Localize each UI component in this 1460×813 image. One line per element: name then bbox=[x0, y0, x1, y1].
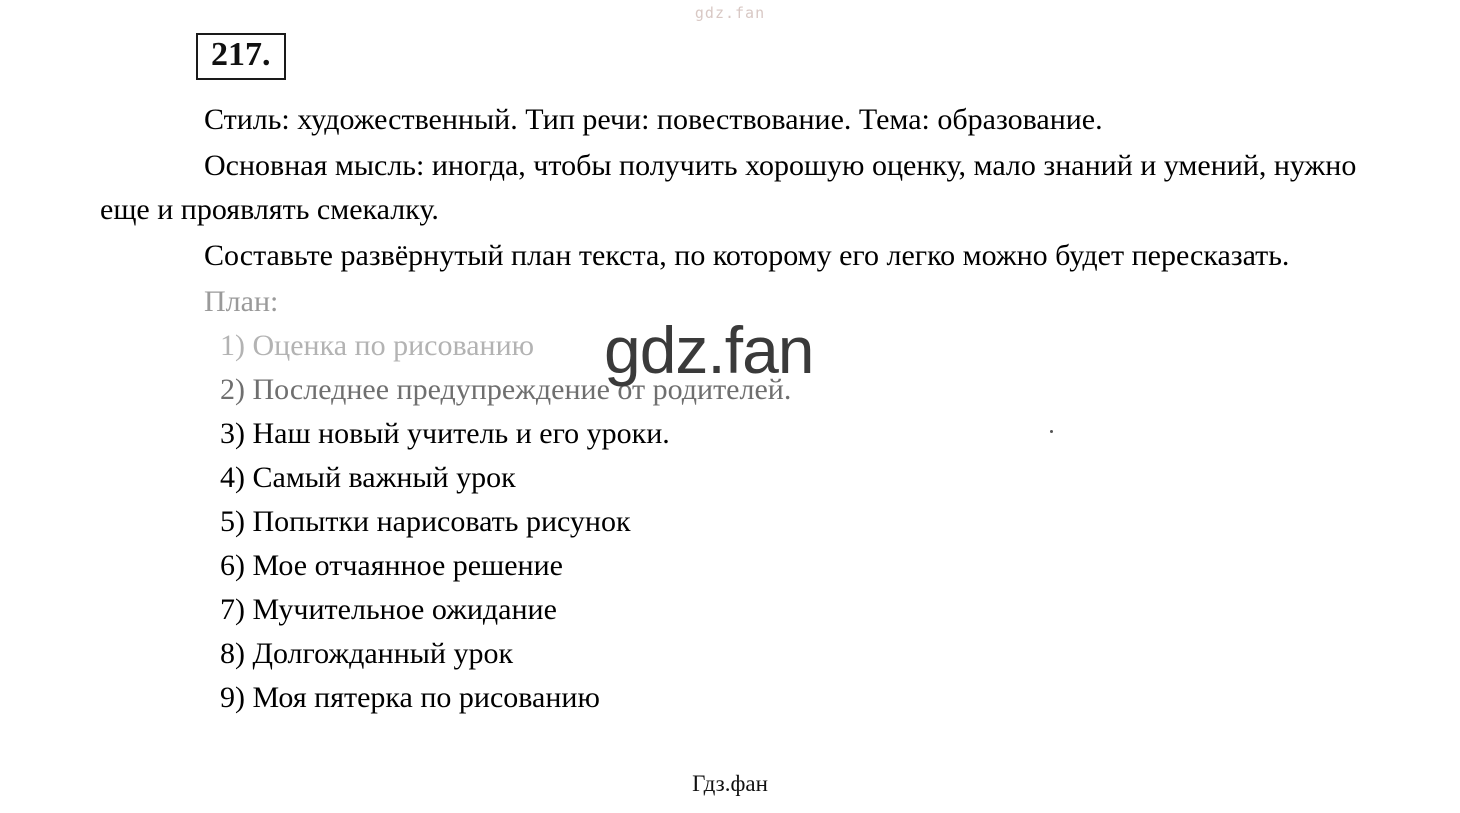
list-item: 8) Долгожданный урок bbox=[220, 637, 514, 670]
paragraph-style-type-theme: Стиль: художественный. Тип речи: повествование. Тема: образование. bbox=[204, 103, 1103, 136]
exercise-body bbox=[100, 98, 1390, 720]
plan-heading: План: bbox=[204, 285, 279, 318]
list-item: 9) Моя пятерка по рисованию bbox=[220, 681, 600, 714]
list-item: 3) Наш новый учитель и его уроки. bbox=[220, 417, 670, 450]
stray-dot bbox=[1050, 430, 1053, 433]
footer-watermark: Гдз.фан bbox=[692, 771, 768, 796]
paragraph-main-idea: Основная мысль: иногда, чтобы получить хорошую оценку, мало знаний и умений, нужно еще и проявлять смекалку. bbox=[100, 149, 1357, 226]
list-item: 7) Мучительное ожидание bbox=[220, 593, 557, 626]
exercise-number-box: 217. bbox=[196, 33, 286, 80]
top-watermark: gdz.fan bbox=[694, 4, 766, 22]
list-item: 6) Мое отчаянное решение bbox=[220, 549, 563, 582]
list-item: 5) Попытки нарисовать рисунок bbox=[220, 505, 631, 538]
list-item: 1) Оценка по рисованию bbox=[220, 329, 535, 362]
center-watermark: gdz.fan bbox=[604, 313, 814, 387]
paragraph-task: Составьте развёрнутый план текста, по которому его легко можно будет пересказать. bbox=[204, 239, 1290, 272]
list-item: 2) Последнее предупреждение от родителей. bbox=[220, 373, 792, 406]
list-item: 4) Самый важный урок bbox=[220, 461, 516, 494]
